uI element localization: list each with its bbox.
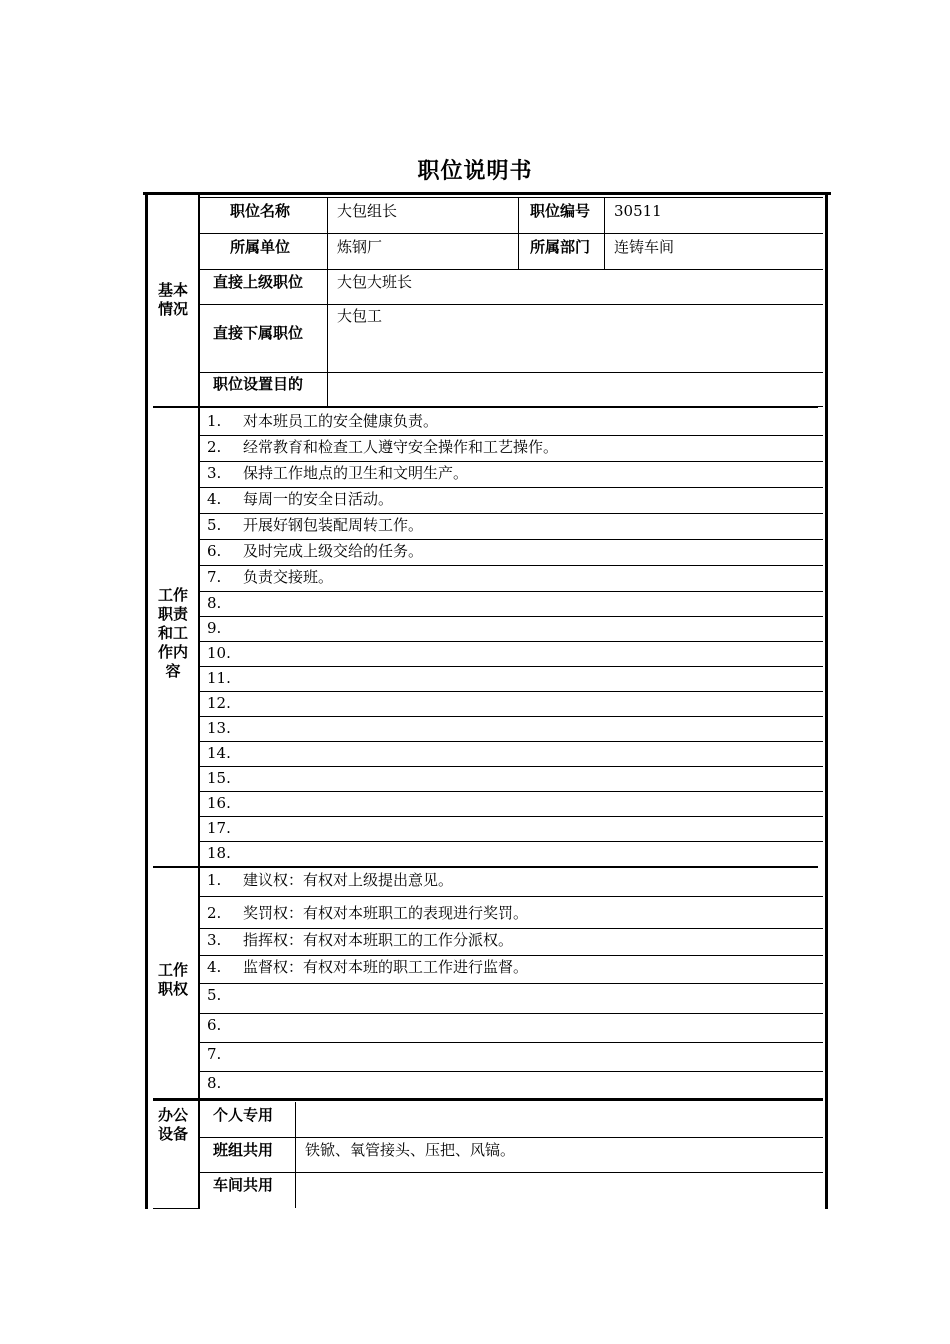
table-border [198,716,823,717]
equipment-label: 个人专用 [213,1106,274,1124]
basic-section-label: 基本 情况 [157,281,188,318]
table-border [604,197,605,269]
table-border [145,195,148,1209]
table-border [198,435,823,436]
duty-number: 12. [207,694,231,712]
superior-label: 直接上级职位 [213,273,304,291]
dept-label: 所属部门 [530,238,591,256]
authority-number: 4. [207,958,222,976]
authority-number: 7. [207,1045,222,1063]
table-border [143,192,831,195]
table-border [198,372,823,373]
duty-item [207,819,243,837]
duty-number: 9. [207,619,222,637]
table-border [198,487,823,488]
table-border [518,197,519,233]
position-name-label: 职位名称 [230,202,291,220]
duty-item [207,719,243,737]
authority-text: 建议权：有权对上级提出意见。 [243,871,454,889]
authority-number: 1. [207,871,222,889]
duty-item [207,694,243,712]
equipment-value: 铁锨、氧管接头、压把、风镐。 [305,1141,516,1159]
subordinate-value: 大包工 [337,307,383,325]
page-title: 职位说明书 [417,159,533,184]
duty-number: 8. [207,594,222,612]
duty-text: 经常教育和检查工人遵守安全操作和工艺操作。 [243,438,559,456]
duty-item [207,568,333,586]
duty-item [207,644,243,662]
table-border [198,841,823,842]
duty-item [207,438,558,456]
duty-item [207,794,243,812]
table-border [198,1137,823,1138]
authority-text: 指挥权：有权对本班职工的工作分派权。 [243,931,514,949]
table-border [198,766,823,767]
duty-number: 15. [207,769,231,787]
equipment-section-label: 办公 设备 [157,1106,188,1143]
duty-number: 17. [207,819,231,837]
authority-item [207,958,528,976]
authority-text: 奖罚权：有权对本班职工的表现进行奖罚。 [243,904,529,922]
authority-item [207,1074,243,1092]
duty-item [207,744,243,762]
table-border [198,791,823,792]
table-border [198,195,200,1209]
unit-value: 炼钢厂 [337,238,383,256]
table-border [518,233,519,269]
authority-section-label: 工作 职权 [157,961,188,998]
table-border [198,1172,823,1173]
duty-number: 13. [207,719,231,737]
table-border [153,1208,199,1209]
table-border [198,616,823,617]
table-border [198,304,823,305]
table-border [198,896,823,897]
duty-text: 负责交接班。 [243,568,334,586]
duty-item [207,844,243,862]
duty-number: 3. [207,464,222,482]
table-border [198,928,823,929]
table-border [198,741,823,742]
duty-item [207,516,423,534]
table-border [295,1102,296,1208]
duty-item [207,594,243,612]
table-border [153,406,818,408]
authority-item [207,931,513,949]
authority-item [207,871,453,889]
authority-number: 6. [207,1016,222,1034]
duty-text: 及时完成上级交给的任务。 [243,542,424,560]
unit-label: 所属单位 [230,238,291,256]
table-border [198,1071,823,1072]
duty-number: 1. [207,412,222,430]
authority-item [207,1045,243,1063]
duty-item [207,669,243,687]
duty-item [207,490,393,508]
table-border [198,1042,823,1043]
authority-number: 5. [207,986,222,1004]
duty-number: 6. [207,542,222,560]
table-border [198,591,823,592]
duty-number: 5. [207,516,222,534]
superior-value: 大包大班长 [337,273,413,291]
position-no-label: 职位编号 [530,202,591,220]
duty-number: 4. [207,490,222,508]
duty-number: 16. [207,794,231,812]
duty-number: 7. [207,568,222,586]
table-border [198,565,823,566]
equipment-label: 班组共用 [213,1141,274,1159]
table-border [198,691,823,692]
authority-item [207,1016,243,1034]
table-border [198,197,823,198]
authority-text: 监督权：有权对本班的职工工作进行监督。 [243,958,529,976]
table-border [198,955,823,956]
duty-text: 开展好钢包装配周转工作。 [243,516,424,534]
purpose-label: 职位设置目的 [213,375,304,393]
authority-item [207,986,243,1004]
duties-section-label: 工作 职责 和工 作内 容 [157,586,188,680]
position-name-value: 大包组长 [337,202,398,220]
duty-number: 11. [207,669,231,687]
duty-item [207,464,468,482]
authority-number: 8. [207,1074,222,1092]
table-border [198,641,823,642]
table-border [198,513,823,514]
duty-number: 10. [207,644,231,662]
table-border [153,866,818,868]
table-border [825,195,828,1209]
table-border [198,461,823,462]
duty-text: 每周一的安全日活动。 [243,490,394,508]
table-border [198,666,823,667]
equipment-label: 车间共用 [213,1176,274,1194]
table-border [198,269,823,270]
duty-item [207,542,423,560]
table-border [327,197,328,406]
dept-value: 连铸车间 [614,238,675,256]
table-border [198,1013,823,1014]
duty-text: 保持工作地点的卫生和文明生产。 [243,464,469,482]
duty-item [207,412,438,430]
table-border [153,1098,823,1101]
authority-number: 2. [207,904,222,922]
table-border [198,983,823,984]
position-no-value: 30511 [614,202,662,220]
duty-item [207,619,243,637]
duty-item [207,769,243,787]
table-border [198,816,823,817]
authority-item [207,904,528,922]
table-border [198,233,823,234]
duty-number: 14. [207,744,231,762]
subordinate-label: 直接下属职位 [213,324,304,342]
authority-number: 3. [207,931,222,949]
duty-number: 18. [207,844,231,862]
duty-text: 对本班员工的安全健康负责。 [243,412,439,430]
duty-number: 2. [207,438,222,456]
table-border [198,539,823,540]
